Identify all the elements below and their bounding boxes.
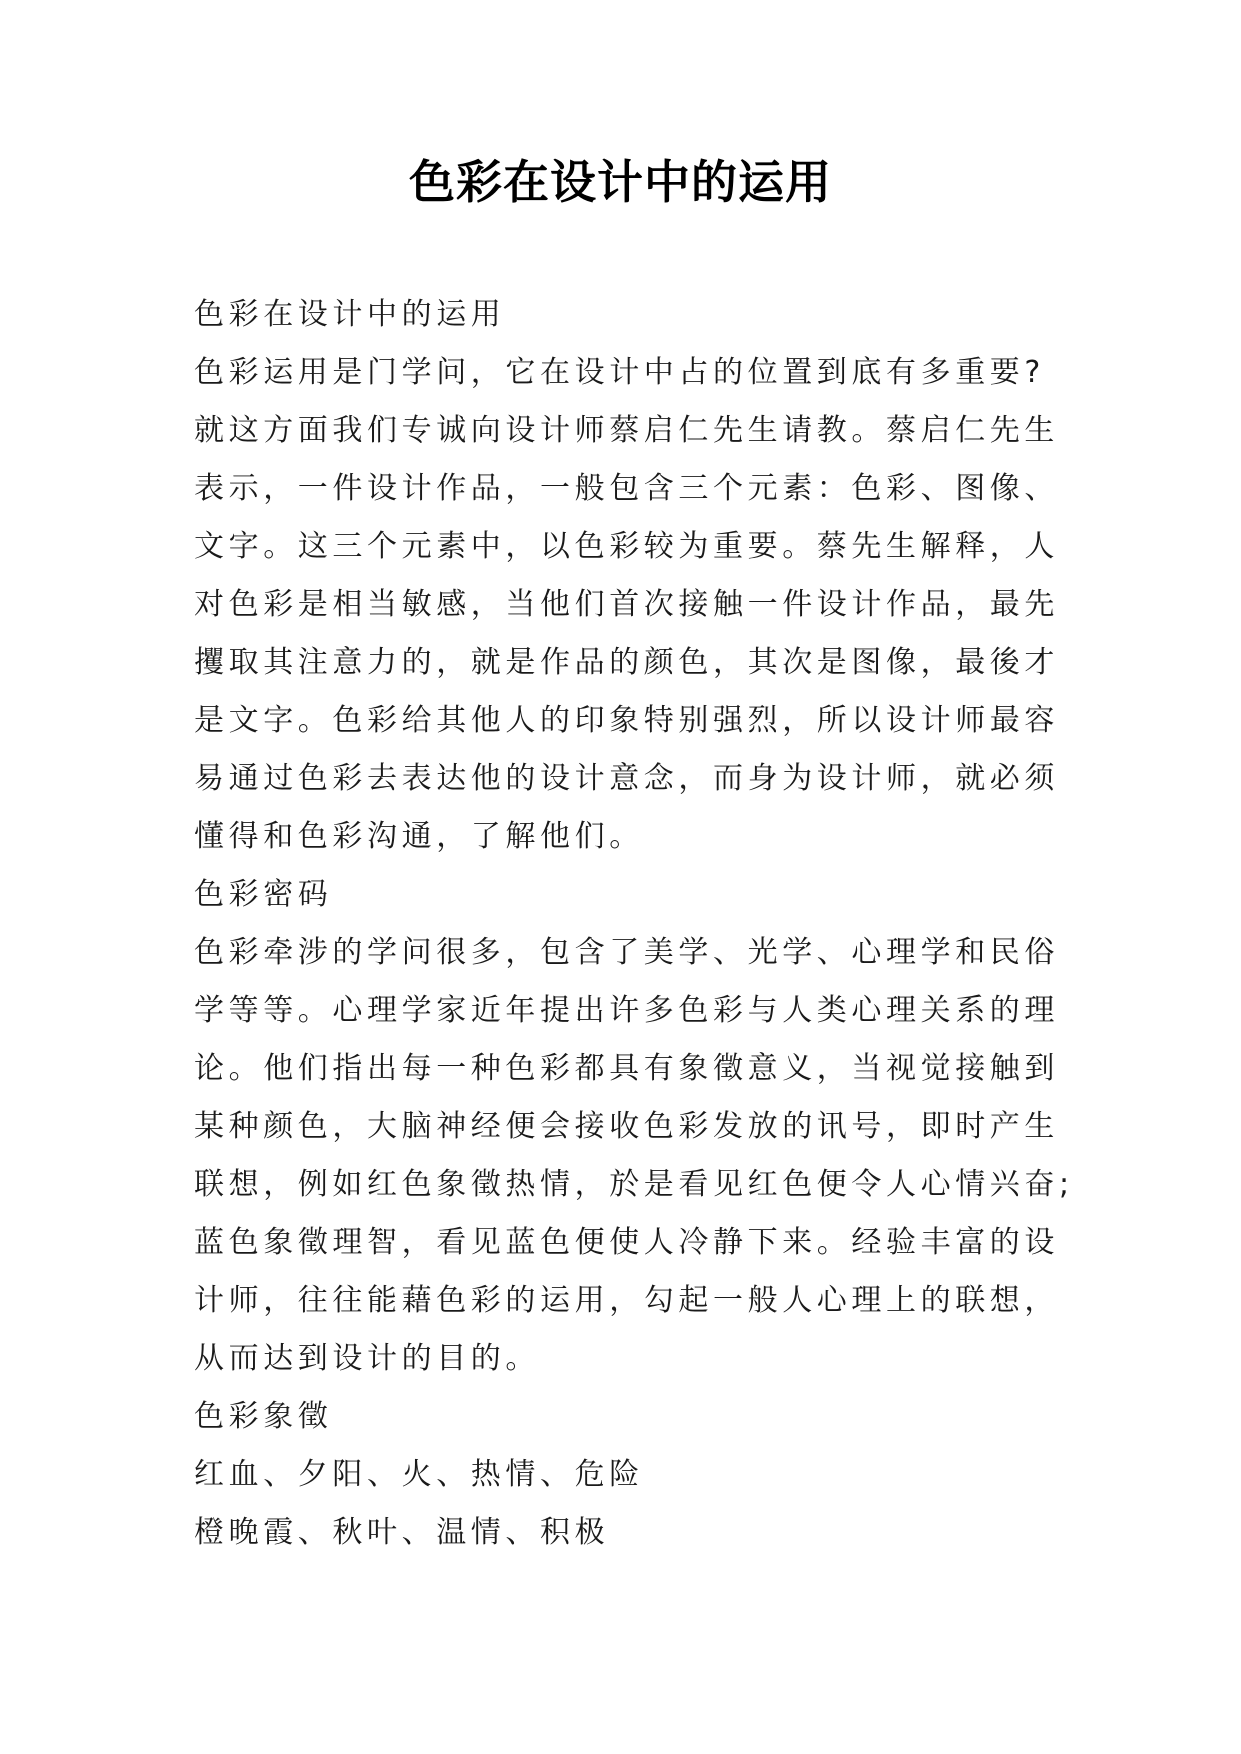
symbolism-item-orange: 橙晚霞、秋叶、温情、积极 [194,1515,610,1550]
subtitle-paragraph: 色彩在设计中的运用 [194,297,506,332]
document-title: 色彩在设计中的运用 [409,155,832,209]
document-body [194,286,1074,1562]
section-heading-color-code: 色彩密码 [194,877,333,912]
intro-paragraph: 色彩运用是门学问，它在设计中占的位置到底有多重要?就这方面我们专诚向设计师蔡启仁先生请教。蔡启仁先生表示，一件设计作品，一般包含三个元素：色彩、图像、文字。这三个元素中，以色彩较为重要。蔡先生解释，人对色彩是相当敏感，当他们首次接触一件设计作品，最先攫取其注意力的，就是作品的颜色，其次是图像，最後才是文字。色彩给其他人的印象特别强烈，所以设计师最容易通过色彩去表达他的设计意念，而身为设计师，就必须懂得和色彩沟通，了解他们。 [194,355,1059,854]
symbolism-item-red: 红血、夕阳、火、热情、危险 [194,1457,644,1492]
section-heading-color-symbolism: 色彩象徵 [194,1399,333,1434]
color-code-paragraph: 色彩牵涉的学问很多，包含了美学、光学、心理学和民俗学等等。心理学家近年提出许多色彩与人类心理关系的理论。他们指出每一种色彩都具有象徵意义，当视觉接触到某种颜色，大脑神经便会接收色彩发放的讯号，即时产生联想，例如红色象徵热情，於是看见红色便令人心情兴奋;蓝色象徵理智，看见蓝色便使人冷静下来。经验丰富的设计师，往往能藉色彩的运用，勾起一般人心理上的联想，从而达到设计的目的。 [194,935,1074,1376]
